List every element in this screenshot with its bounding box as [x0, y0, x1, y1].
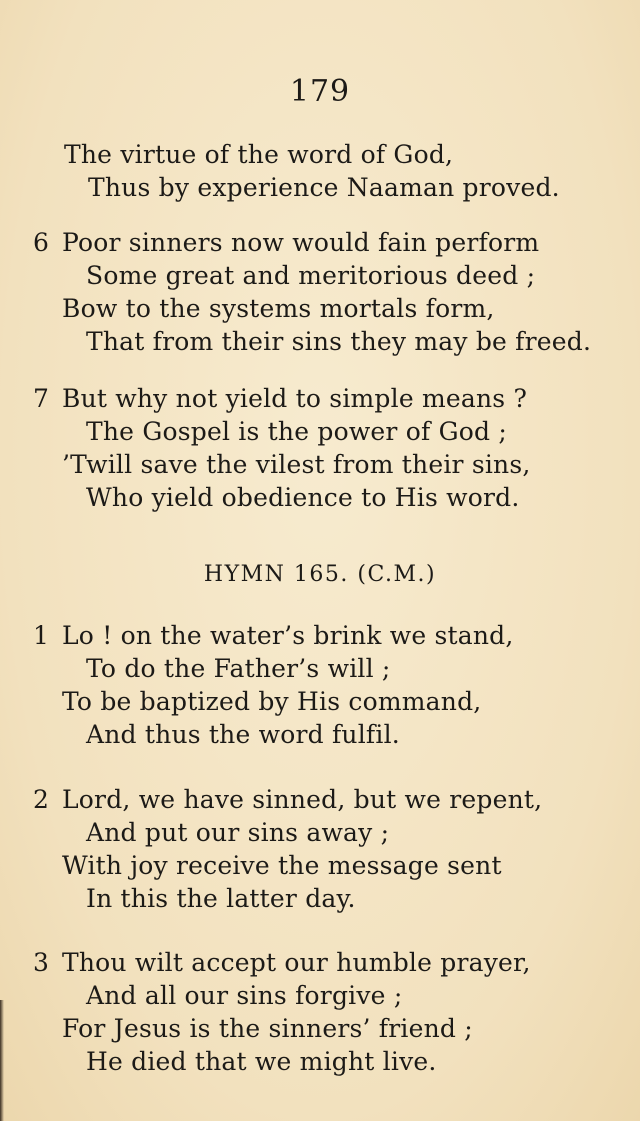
verse-number-6: 6	[33, 228, 49, 257]
hymn-verse-1-line-2: To do the Father’s will ;	[86, 654, 391, 683]
verse-number-3: 3	[33, 948, 49, 977]
hymn-verse-1-line-3: To be baptized by His command,	[62, 687, 482, 716]
hymn-verse-2-line-1: Lord, we have sinned, but we repent,	[62, 785, 543, 814]
hymn-verse-3-line-3: For Jesus is the sinners’ friend ;	[62, 1014, 473, 1043]
page-edge-shadow	[0, 1000, 4, 1121]
verse-7-line-4: Who yield obedience to His word.	[86, 483, 520, 512]
verse-7-line-1: But why not yield to simple means ?	[62, 384, 528, 413]
verse-7-line-3: ’Twill save the vilest from their sins,	[62, 450, 531, 479]
hymn-verse-3-line-2: And all our sins forgive ;	[86, 981, 403, 1010]
hymn-verse-1-line-4: And thus the word fulfil.	[86, 720, 400, 749]
verse-7-line-2: The Gospel is the power of God ;	[86, 417, 507, 446]
hymn-verse-2-line-2: And put our sins away ;	[86, 818, 390, 847]
hymn-verse-1-line-1: Lo ! on the water’s brink we stand,	[62, 621, 514, 650]
verse-6-line-1: Poor sinners now would fain perform	[62, 228, 540, 257]
verse-number-2: 2	[33, 785, 49, 814]
hymn-verse-3-line-1: Thou wilt accept our humble prayer,	[62, 948, 531, 977]
continuation-line-2: Thus by experience Naaman proved.	[88, 173, 560, 202]
page-number: 179	[289, 74, 351, 109]
continuation-line-1: The virtue of the word of God,	[64, 140, 454, 169]
verse-6-line-3: Bow to the systems mortals form,	[62, 294, 495, 323]
hymn-verse-2-line-4: In this the latter day.	[86, 884, 356, 913]
verse-number-1: 1	[33, 621, 49, 650]
verse-number-7: 7	[33, 384, 49, 413]
verse-6-line-2: Some great and meritorious deed ;	[86, 261, 536, 290]
hymn-verse-2-line-3: With joy receive the message sent	[62, 851, 502, 880]
verse-6-line-4: That from their sins they may be freed.	[86, 327, 592, 356]
hymn-verse-3-line-4: He died that we might live.	[86, 1047, 437, 1076]
hymn-title: HYMN 165. (C.M.)	[203, 562, 437, 587]
